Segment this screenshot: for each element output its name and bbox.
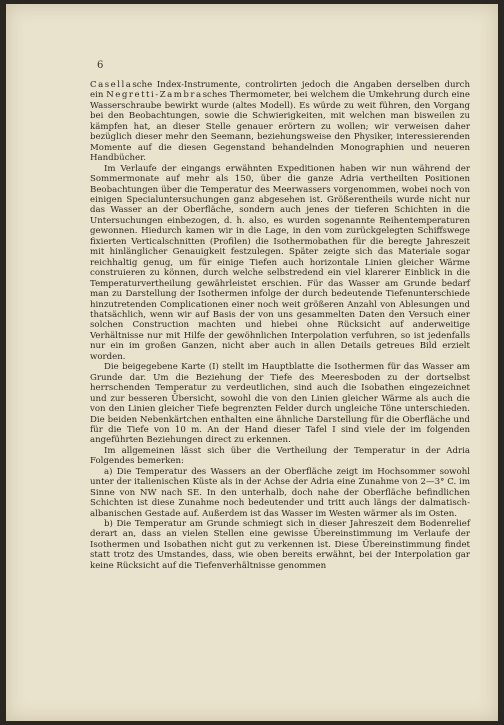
text-run: b) Die Temperatur am Grunde schmiegt sich in dieser Jahreszeit dem Bodenrelief derart an, dass an vielen Stellen eine gewisse Übereinstimmung im Verlaufe der Isothermen und Isobathen nicht gut zu verkennen ist. Diese Übereinstimmung findet statt trotz des Umstandes, dass, wie oben bereits erwähnt, bei der Interpolation gar keine Rücksicht auf die Tiefenverhältnisse genommen [90, 519, 470, 571]
body-text [90, 80, 470, 571]
paragraph [90, 80, 470, 164]
text-run: Die beigegebene Karte (I) stellt im Hauptblatte die Isothermen für das Wasser am Grunde dar. Um die Beziehung der Tiefe des Meeresboden zu der dortselbst herrschenden Temperatur zu verdeutlichen, sind auch die Isobathen eingezeichnet und zur besseren Übersicht, sowohl die von den Linien gleicher Wärme als auch die von den Linien gleicher Tiefe begrenzten Felder durch ungleiche Töne unterschieden. Die beiden Nebenkärtchen enthalten eine ähnliche Darstellung für die Oberfläche und für die Tiefe von 10 m. An der Hand dieser Tafel I sind viele der im folgenden angeführten Beziehungen direct zu erkennen. [90, 362, 470, 446]
text-run: Im Verlaufe der eingangs erwähnten Expeditionen haben wir nun während der Sommermonate auf mehr als 150, über die ganze Adria vertheilten Positionen Beobachtungen über die Temperatur des Meerwassers vorgenommen, wobei noch von einigen Specialuntersuchungen ganz abgesehen ist. Größerentheils wurde nicht nur das Wasser an der Oberfläche, sondern auch jenes der tieferen Schichten in die Untersuchungen einbezogen, d. h. also, es wurden sogenannte Reihentemperaturen gewonnen. Hiedurch kamen wir in die Lage, in den vom zurückgelegten Schiffswege fixierten Verticalschnitten (Profilen) die Isothermobathen für die beregte Jahreszeit mit hinlänglicher Genauigkeit festzulegen. Später zeigte sich das Materiale sogar reichhaltig genug, um für einige Tiefen auch horizontale Linien gleicher Wärme construieren zu können, durch welche selbstredend ein viel klarerer Einblick in die Temperaturvertheilung gewährleistet erschien. Für das Wasser am Grunde bedarf man zu Darstellung der Isothermen infolge der durch bedeutende Tiefenunterschiede hinzutretenden Complicationen einer noch weit größeren Anzahl von Ablesungen und thatsächlich, wenn wir auf Basis der von uns gesammelten Daten den Versuch einer solchen Construction machten und hiebei ohne Rücksicht auf anderweitige Verhältnisse nur mit Hilfe der gewöhnlichen Interpolation verfuhren, so ist jedenfalls nur ein im großen Ganzen, nicht aber auch in allen Details getreues Bild erzielt worden. [90, 163, 470, 362]
book-page [6, 4, 498, 721]
paragraph [90, 164, 470, 363]
paragraph [90, 467, 470, 519]
paragraph [90, 446, 470, 467]
text-run: sche Index-Instrumente, controlirten jedoch die Angaben derselben durch ein [90, 80, 470, 101]
text-run: sches Thermometer, bei welchem die Umkehrung durch eine Wasserschraube bewirkt wurde (altes Modell). Es würde zu weit führen, den Vorgang bei den Beobachtungen, sowie die Schwierigkeiten, mit welchen man bisweilen zu kämpfen hat, an dieser Stelle genauer erörtern zu wollen; wir verweisen daher bezüglich dieser mehr den Seemann, beziehungsweise den Physiker, interessierenden Momente auf die diesen Gegenstand behandelnden Monographien und neueren Handbücher. [90, 90, 470, 164]
text-run: Im allgemeinen lässt sich über die Vertheilung der Temperatur in der Adria Folgendes bemerken: [90, 445, 470, 467]
paragraph [90, 362, 470, 446]
page-number: 6 [97, 60, 104, 71]
paragraph [90, 519, 470, 571]
spaced-name: Negretti-Zambra [106, 90, 203, 101]
spaced-name: Casella [90, 80, 133, 90]
text-run: a) Die Temperatur des Wassers an der Oberfläche zeigt im Hochsommer sowohl unter der italienischen Küste als in der Achse der Adria eine Zunahme von 2—3° C. im Sinne von NW nach SE. In den unterhalb, doch nahe der Oberfläche befindlichen Schichten ist diese Zunahme noch bedeutender und tritt auch längs der dalmatisch-albanischen Gestade auf. Außerdem ist das Wasser im Westen wärmer als im Osten. [90, 466, 470, 519]
